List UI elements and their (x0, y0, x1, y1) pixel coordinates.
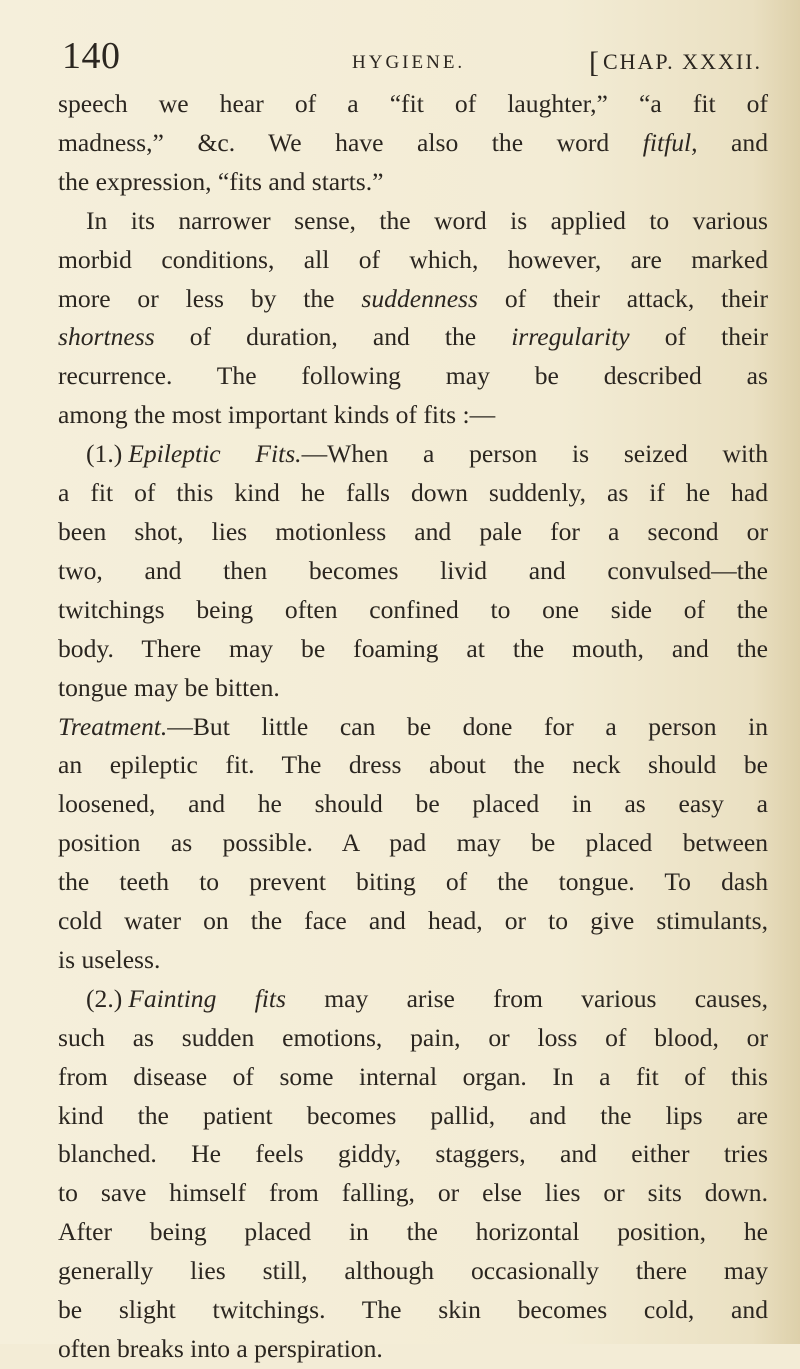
text-span: the teeth to prevent biting of the tongue. To dash (58, 867, 768, 897)
chapter-reference (589, 46, 762, 80)
section-number: (1.) (86, 439, 123, 469)
text-line (58, 396, 768, 435)
text-line (58, 941, 768, 980)
text-line (58, 1213, 768, 1252)
text-span: more or less by the (58, 283, 362, 313)
text-span: of duration, and the (154, 322, 512, 352)
italic-term: fitful, (642, 127, 698, 157)
text-span: be slight twitchings. The skin becomes cold, and (58, 1295, 768, 1325)
text-span: generally lies still, although occasionally there may (58, 1256, 768, 1286)
text-line (58, 669, 768, 708)
text-span: a fit of this kind he falls down suddenly, as if he had (58, 478, 768, 508)
text-span: of their (629, 322, 768, 352)
text-span: recurrence. The following may be described as (58, 361, 768, 391)
text-span: morbid conditions, all of which, however, are marked (58, 244, 768, 274)
text-span: twitchings being often confined to one side of the (58, 594, 768, 624)
text-line (58, 1019, 768, 1058)
section-heading: Treatment. (58, 711, 168, 741)
section-heading: Epileptic Fits. (128, 439, 302, 469)
page-header (62, 34, 762, 78)
text-span: is useless. (58, 944, 161, 974)
text-line (58, 474, 768, 513)
text-line (58, 1135, 768, 1174)
text-span: often breaks into a perspiration. (58, 1334, 383, 1363)
text-line (58, 357, 768, 396)
text-line (58, 1291, 768, 1330)
text-span: loosened, and he should be placed in as easy a (58, 789, 768, 819)
text-line (58, 85, 768, 124)
text-line (58, 1174, 768, 1213)
text-line (58, 1330, 768, 1369)
text-line (58, 902, 768, 941)
text-line (58, 785, 768, 824)
text-span: to save himself from falling, or else lies or sits down. (58, 1178, 768, 1208)
text-span: speech we hear of a “fit of laughter,” “a fit of (58, 89, 768, 118)
text-span: two, and then becomes livid and convulsed—the (58, 555, 768, 585)
text-line (58, 746, 768, 785)
text-span: the expression, “fits and starts.” (58, 166, 384, 196)
text-span: an epileptic fit. The dress about the neck should be (58, 750, 768, 780)
text-line (58, 202, 768, 241)
chapter-reference-text: CHAP. XXXII. (602, 49, 762, 74)
text-span: among the most important kinds of fits :— (58, 400, 496, 430)
text-line (58, 163, 768, 202)
text-line (58, 824, 768, 863)
text-line (58, 280, 768, 319)
text-line (58, 708, 768, 747)
text-span: been shot, lies motionless and pale for a second or (58, 516, 768, 546)
text-line (58, 241, 768, 280)
body-text (58, 85, 768, 1369)
text-span: body. There may be foaming at the mouth, and the (58, 633, 768, 663)
text-span: from disease of some internal organ. In a fit of this (58, 1061, 768, 1091)
text-line (58, 1097, 768, 1136)
italic-term: suddenness (361, 283, 478, 313)
text-line (58, 591, 768, 630)
text-span: —When a person is seized with (301, 439, 768, 469)
text-line (58, 124, 768, 163)
bracket-glyph: [ (588, 46, 601, 79)
text-span: madness,” &c. We have also the word (58, 127, 643, 157)
text-span: kind the patient becomes pallid, and the lips are (58, 1100, 768, 1130)
text-line (58, 435, 768, 474)
text-span: such as sudden emotions, pain, or loss of blood, or (58, 1022, 768, 1052)
text-span: may arise from various causes, (285, 983, 768, 1013)
text-span: tongue may be bitten. (58, 672, 280, 702)
section-heading: Fainting fits (128, 983, 286, 1013)
section-number: (2.) (86, 983, 123, 1013)
text-line (58, 863, 768, 902)
text-span: cold water on the face and head, or to give stimulants, (58, 906, 768, 936)
text-line (58, 980, 768, 1019)
text-line (58, 318, 768, 357)
text-line (58, 1252, 768, 1291)
text-line (58, 630, 768, 669)
text-span: blanched. He feels giddy, staggers, and either tries (58, 1139, 768, 1169)
italic-term: shortness (58, 322, 155, 352)
text-span: position as possible. A pad may be placed between (58, 828, 768, 858)
text-span: In its narrower sense, the word is applied to various (86, 205, 768, 235)
running-head: HYGIENE. (352, 52, 466, 73)
text-span: and (697, 127, 768, 157)
italic-term: irregularity (511, 322, 630, 352)
text-span: —But little can be done for a person in (167, 711, 768, 741)
text-line (58, 1058, 768, 1097)
text-line (58, 513, 768, 552)
page-number: 140 (62, 35, 121, 77)
text-line (58, 552, 768, 591)
text-span: of their attack, their (477, 283, 768, 313)
text-span: After being placed in the horizontal position, he (58, 1217, 768, 1247)
